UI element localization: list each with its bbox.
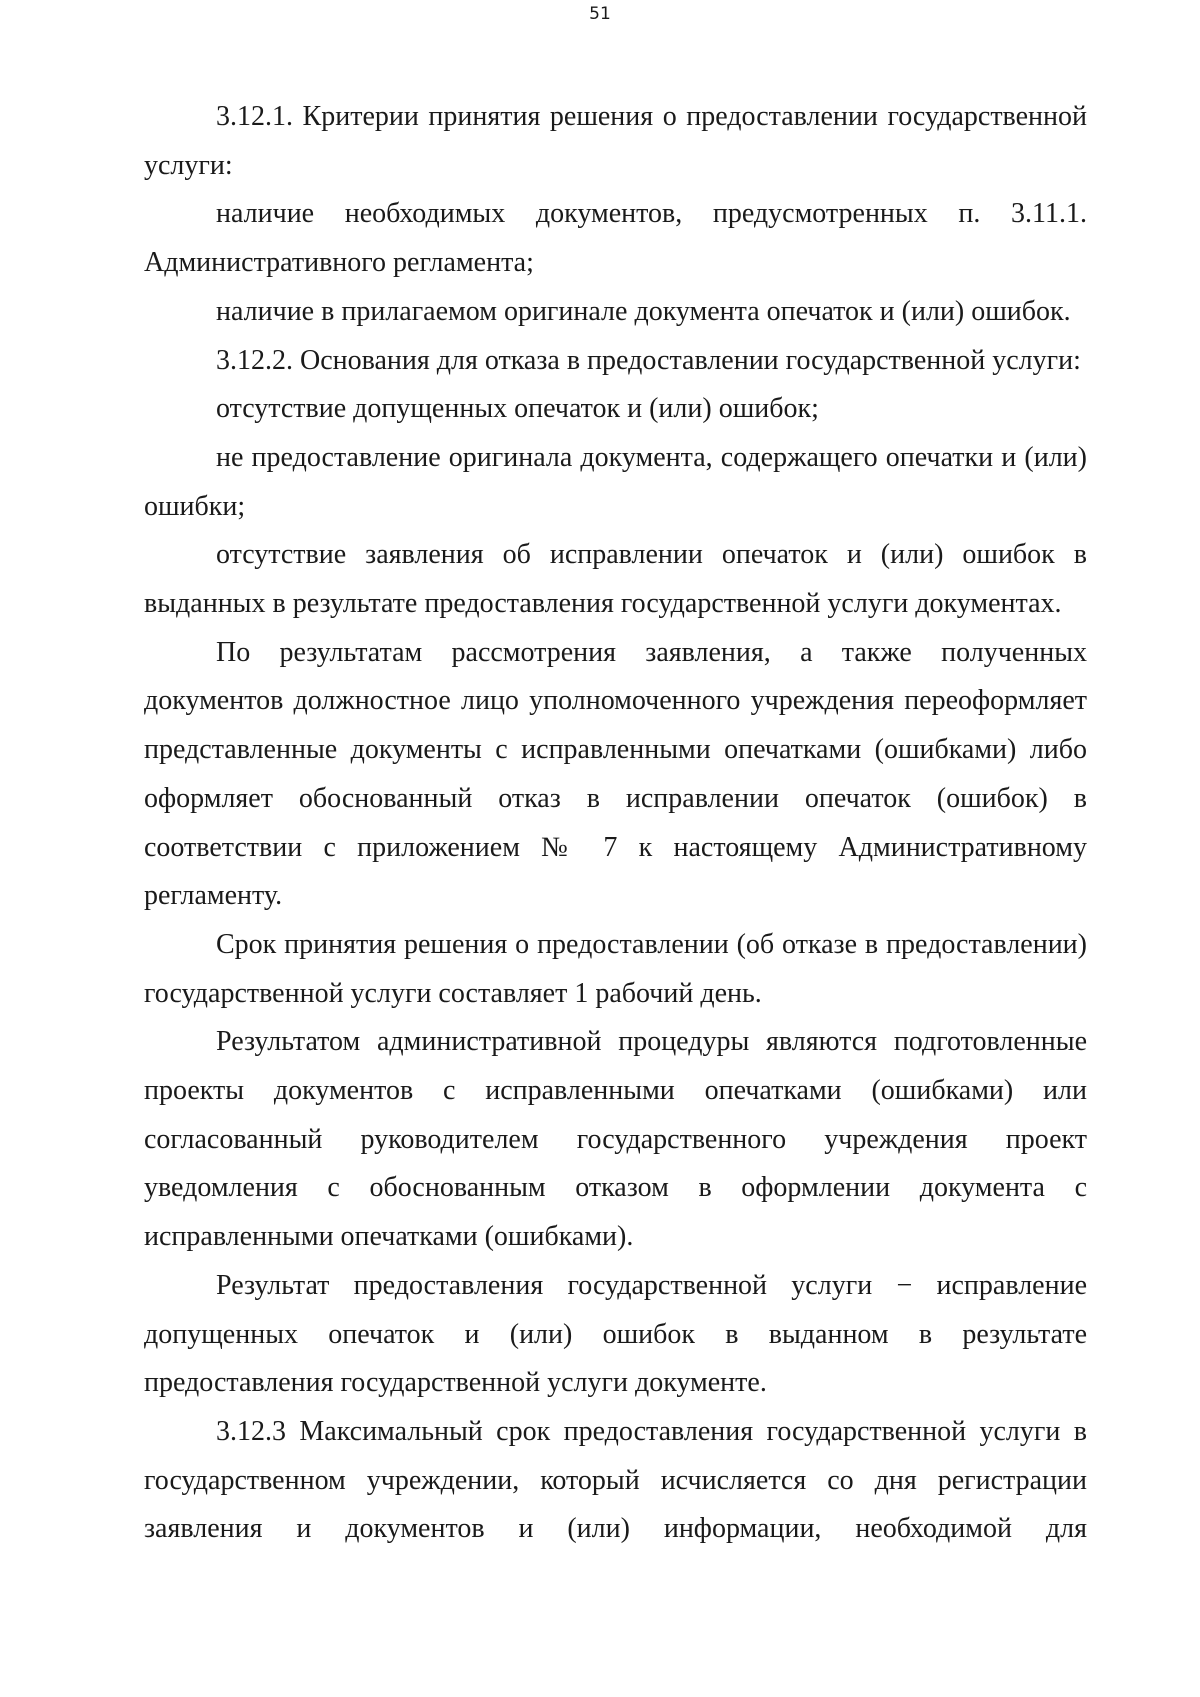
document-body: [144, 93, 1087, 1554]
paragraph-service-result: Результат предоставления государственной услуги − исправление допущенных опечаток и (или) ошибок в выданном в результате предоставления государственной услуги документе.: [144, 1269, 1087, 1399]
paragraph-ground-no-original: не предоставление оригинала документа, содержащего опечатки и (или) ошибки;: [144, 441, 1087, 522]
paragraph-criterion-documents: наличие необходимых документов, предусмотренных п. 3.11.1. Административного регламента;: [144, 198, 1087, 279]
paragraph-criterion-typos: наличие в прилагаемом оригинале документа опечаток и (или) ошибок.: [216, 295, 1071, 327]
paragraph-3-12-1-criteria: 3.12.1. Критерии принятия решения о предоставлении государственной услуги:: [144, 101, 1087, 181]
paragraph-procedure-result: Результатом административной процедуры являются подготовленные проекты документов с исправленными опечатками (ошибками) или согласованный руководителем государственного учреждения проект уведомления с обоснованным отказом в оформлении документа с исправленными опечатками (ошибками).: [144, 1026, 1087, 1253]
paragraph-review-results: По результатам рассмотрения заявления, а также полученных документов должностное лицо уполномоченного учреждения переоформляет представленные документы с исправленными опечатками (ошибками) либо оформляет обоснованный отказ в исправлении опечаток (ошибок) в соответствии с приложением № 7 к настоящему Административному регламенту.: [144, 636, 1087, 912]
paragraph-ground-no-typos: отсутствие допущенных опечаток и (или) ошибок;: [216, 393, 819, 425]
paragraph-decision-deadline: Срок принятия решения о предоставлении (об отказе в предоставлении) государственной услуги составляет 1 рабочий день.: [144, 928, 1087, 1009]
page-number: 51: [589, 4, 611, 24]
paragraph-3-12-3-max-term: 3.12.3 Максимальный срок предоставления государственной услуги в государственном учреждении, который исчисляется со дня регистрации заявления и документов и (или) информации, необходимой для: [144, 1415, 1087, 1545]
paragraph-ground-no-application: отсутствие заявления об исправлении опечаток и (или) ошибок в выданных в результате предоставления государственной услуги документах.: [144, 539, 1087, 620]
paragraph-3-12-2-refusal-grounds: 3.12.2. Основания для отказа в предоставлении государственной услуги:: [216, 344, 1081, 376]
